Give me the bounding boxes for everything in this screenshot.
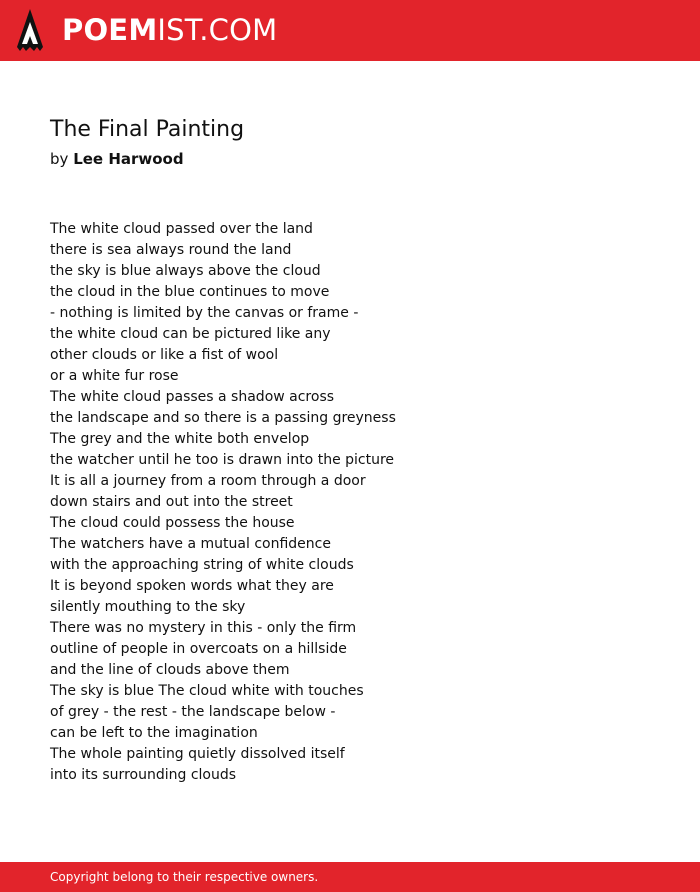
poem-line: or a white fur rose — [50, 368, 179, 384]
poem-line: there is sea always round the land — [50, 242, 292, 258]
poem-line: The white cloud passes a shadow across — [50, 389, 335, 405]
poem-line: other clouds or like a fist of wool — [50, 347, 279, 363]
poem-line: of grey - the rest - the landscape below - — [50, 704, 336, 720]
poem-line: The cloud could possess the house — [50, 515, 295, 531]
poem-line: The whole painting quietly dissolved itself — [50, 746, 345, 762]
poem-line: - nothing is limited by the canvas or frame - — [50, 305, 359, 321]
poem-line: It is all a journey from a room through a door — [50, 473, 366, 489]
poem-line: The sky is blue The cloud white with touches — [50, 683, 364, 699]
poem-line: the white cloud can be pictured like any — [50, 326, 331, 342]
poem-line: the cloud in the blue continues to move — [50, 284, 330, 300]
byline — [50, 148, 184, 170]
poem-line: can be left to the imagination — [50, 725, 258, 741]
poem-line: the landscape and so there is a passing greyness — [50, 410, 396, 426]
poem-title: The Final Painting — [50, 117, 245, 142]
author-name: Lee Harwood — [73, 150, 184, 168]
pencil-tip-icon[interactable] — [17, 9, 43, 51]
poem-line: The white cloud passed over the land — [50, 221, 313, 237]
poem-line: into its surrounding clouds — [50, 767, 237, 783]
poem-line: The watchers have a mutual confidence — [50, 536, 331, 552]
poem-body — [50, 219, 396, 786]
poem-line: silently mouthing to the sky — [50, 599, 246, 615]
site-logo[interactable] — [62, 12, 277, 48]
site-footer — [0, 862, 700, 892]
brand-light: IST.COM — [157, 13, 278, 47]
brand-bold: POEM — [62, 13, 158, 47]
poem-line: the sky is blue always above the cloud — [50, 263, 321, 279]
poem-line: the watcher until he too is drawn into the picture — [50, 452, 395, 468]
poem-line: with the approaching string of white clouds — [50, 557, 354, 573]
poem-line: and the line of clouds above them — [50, 662, 290, 678]
poem-line: It is beyond spoken words what they are — [50, 578, 334, 594]
by-label: by — [50, 150, 69, 168]
poem-line: There was no mystery in this - only the firm — [50, 620, 357, 636]
copyright-text: Copyright belong to their respective owners. — [50, 870, 319, 884]
poem-line: down stairs and out into the street — [50, 494, 293, 510]
poem-line: outline of people in overcoats on a hillside — [50, 641, 347, 657]
poem-line: The grey and the white both envelop — [50, 431, 310, 447]
site-header — [0, 0, 700, 61]
